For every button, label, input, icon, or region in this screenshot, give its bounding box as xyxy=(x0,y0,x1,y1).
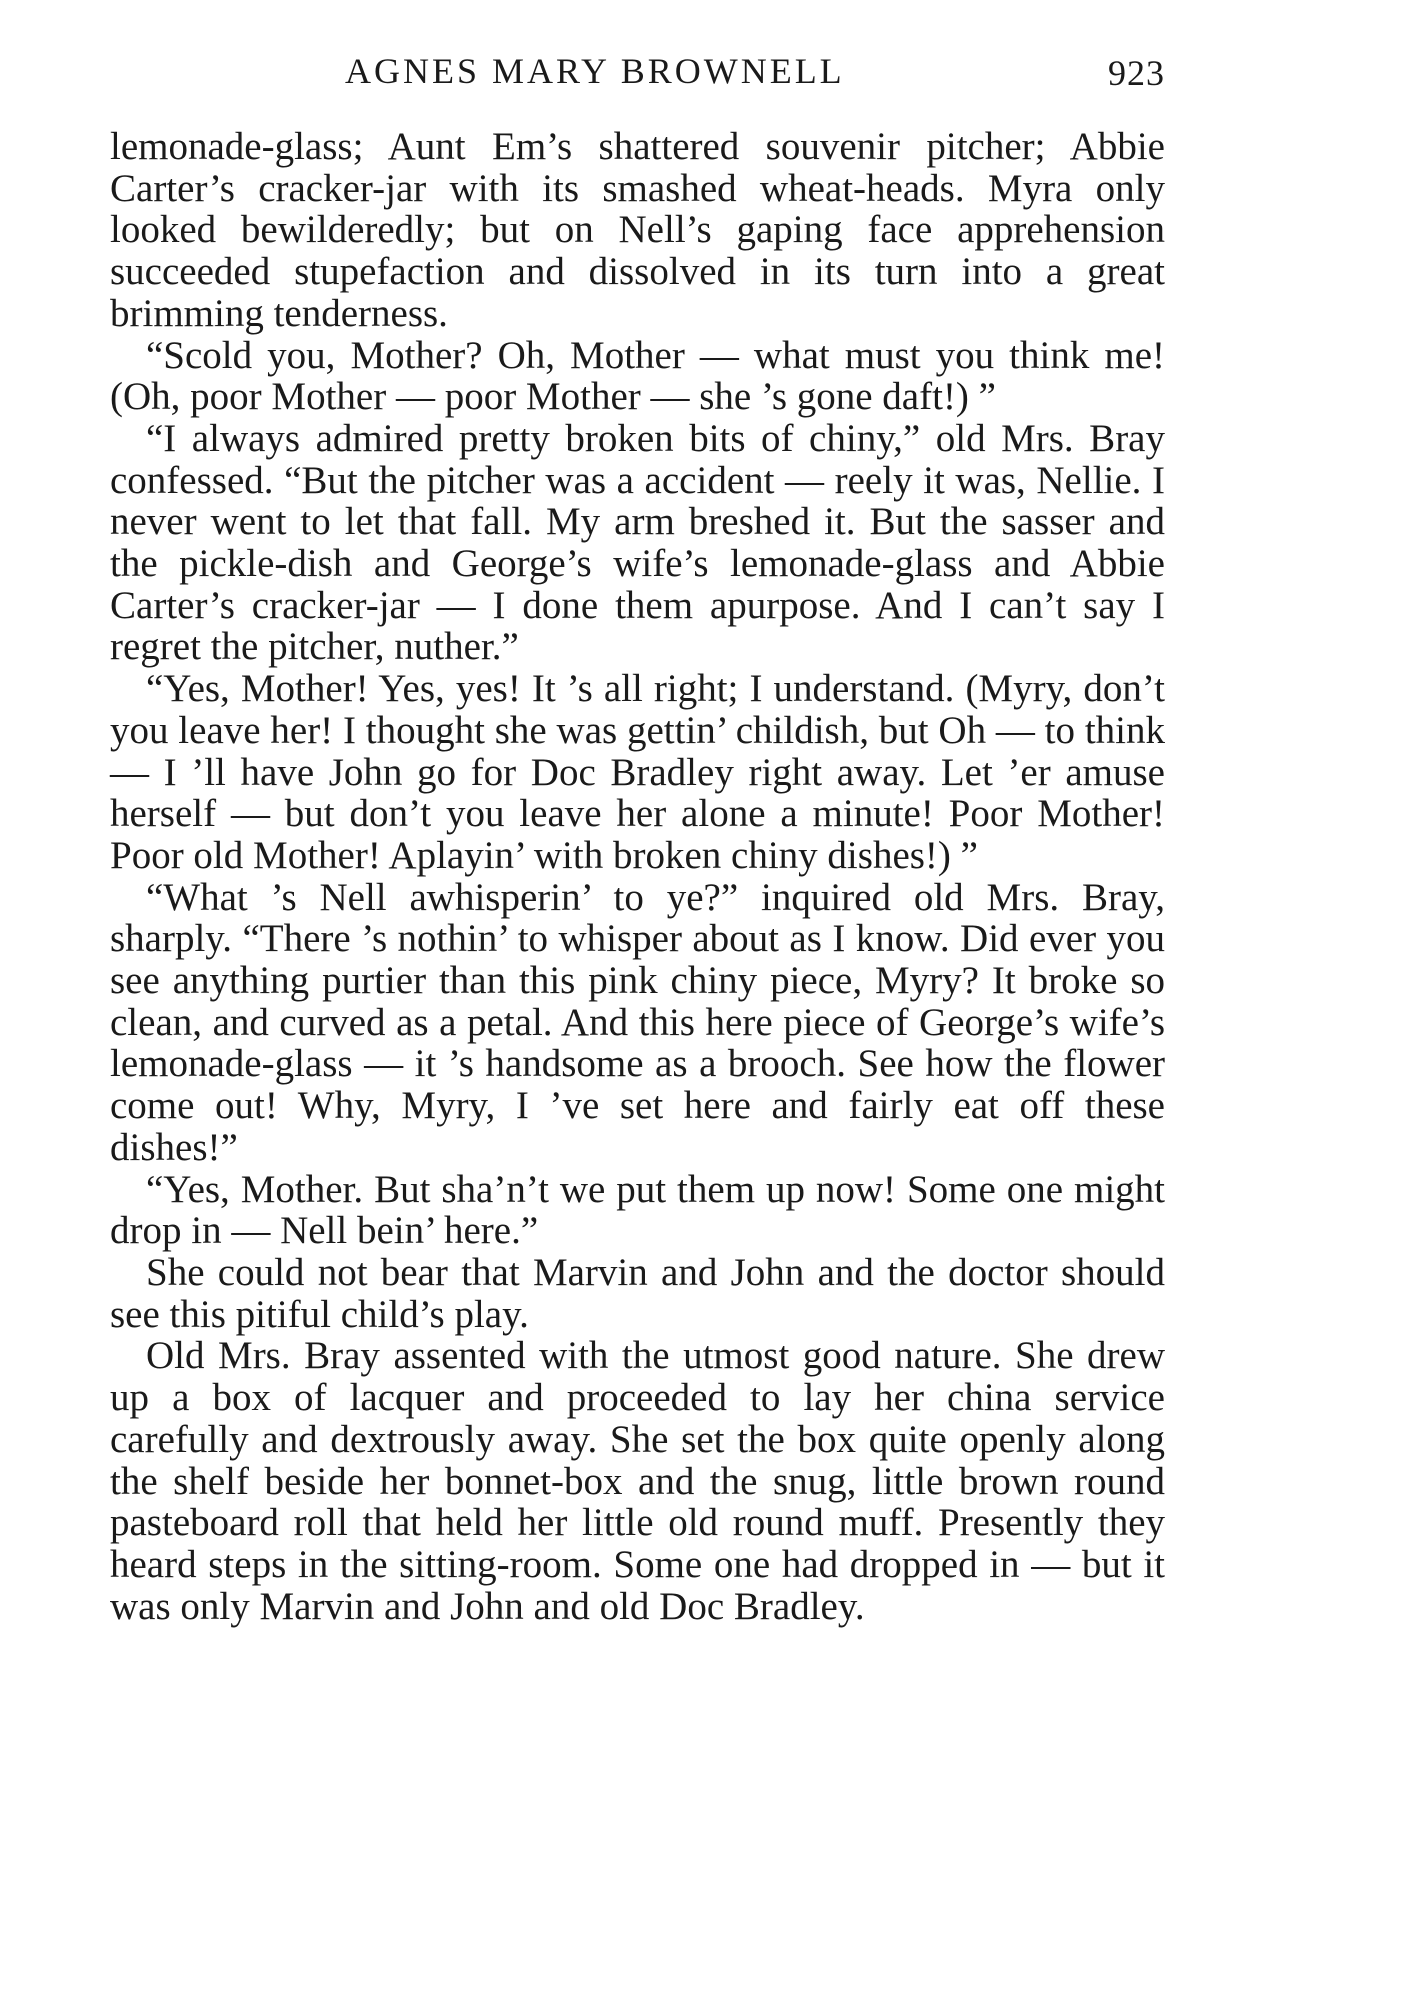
body-text xyxy=(110,126,1165,1627)
paragraph: “Yes, Mother. But sha’n’t we put them up now! Some one might drop in — Nell bein’ here.” xyxy=(110,1167,1165,1253)
book-page xyxy=(110,48,1165,1627)
paragraph-continued: lemonade-glass; Aunt Em’s shattered souvenir pitcher; Abbie Carter’s cracker-jar with its smashed wheat-heads. Myra only looked bewilderedly; but on Nell’s gaping face apprehension succeeded stupefaction and dissolved in its turn into a great brimming tenderness. xyxy=(110,125,1165,335)
paragraph: “What ’s Nell awhisperin’ to ye?” inquired old Mrs. Bray, sharply. “There ’s nothin’ to whisper about as I know. Did ever you see anything purtier than this pink chiny piece, Myry? It broke so clean, and curved as a petal. And this here piece of George’s wife’s lemonade-glass — it ’s handsome as a brooch. See how the flower come out! Why, Myry, I ’ve set here and fairly eat off these dishes!” xyxy=(110,875,1165,1169)
paragraph: “Yes, Mother! Yes, yes! It ’s all right; I understand. (Myry, don’t you leave her! I thought she was gettin’ childish, but Oh — to think — I ’ll have John go for Doc Bradley right away. Let ’er amuse herself — but don’t you leave her alone a minute! Poor Mother! Poor old Mother! Aplayin’ with broken chiny dishes!) ” xyxy=(110,667,1165,877)
paragraph: Old Mrs. Bray assented with the utmost good nature. She drew up a box of lacquer and proceeded to lay her china service carefully and dextrously away. She set the box quite openly along the shelf beside her bonnet-box and the snug, little brown round pasteboard roll that held her little old round muff. Presently they heard steps in the sitting-room. Some one had dropped in — but it was only Marvin and John and old Doc Bradley. xyxy=(110,1334,1165,1628)
page-number: 923 xyxy=(1108,53,1165,93)
paragraph: She could not bear that Marvin and John and the doctor should see this pitiful child’s play. xyxy=(110,1250,1165,1336)
paragraph: “Scold you, Mother? Oh, Mother — what must you think me! (Oh, poor Mother — poor Mother — she ’s gone daft!) ” xyxy=(110,333,1165,419)
paragraph: “I always admired pretty broken bits of chiny,” old Mrs. Bray confessed. “But the pitcher was a accident — reely it was, Nellie. I never went to let that fall. My arm breshed it. But the sasser and the pickle-dish and George’s wife’s lemonade-glass and Abbie Carter’s cracker-jar — I done them apurpose. And I can’t say I regret the pitcher, nuther.” xyxy=(110,416,1165,669)
running-title: AGNES MARY BROWNELL xyxy=(345,51,845,91)
running-head xyxy=(110,48,1165,108)
